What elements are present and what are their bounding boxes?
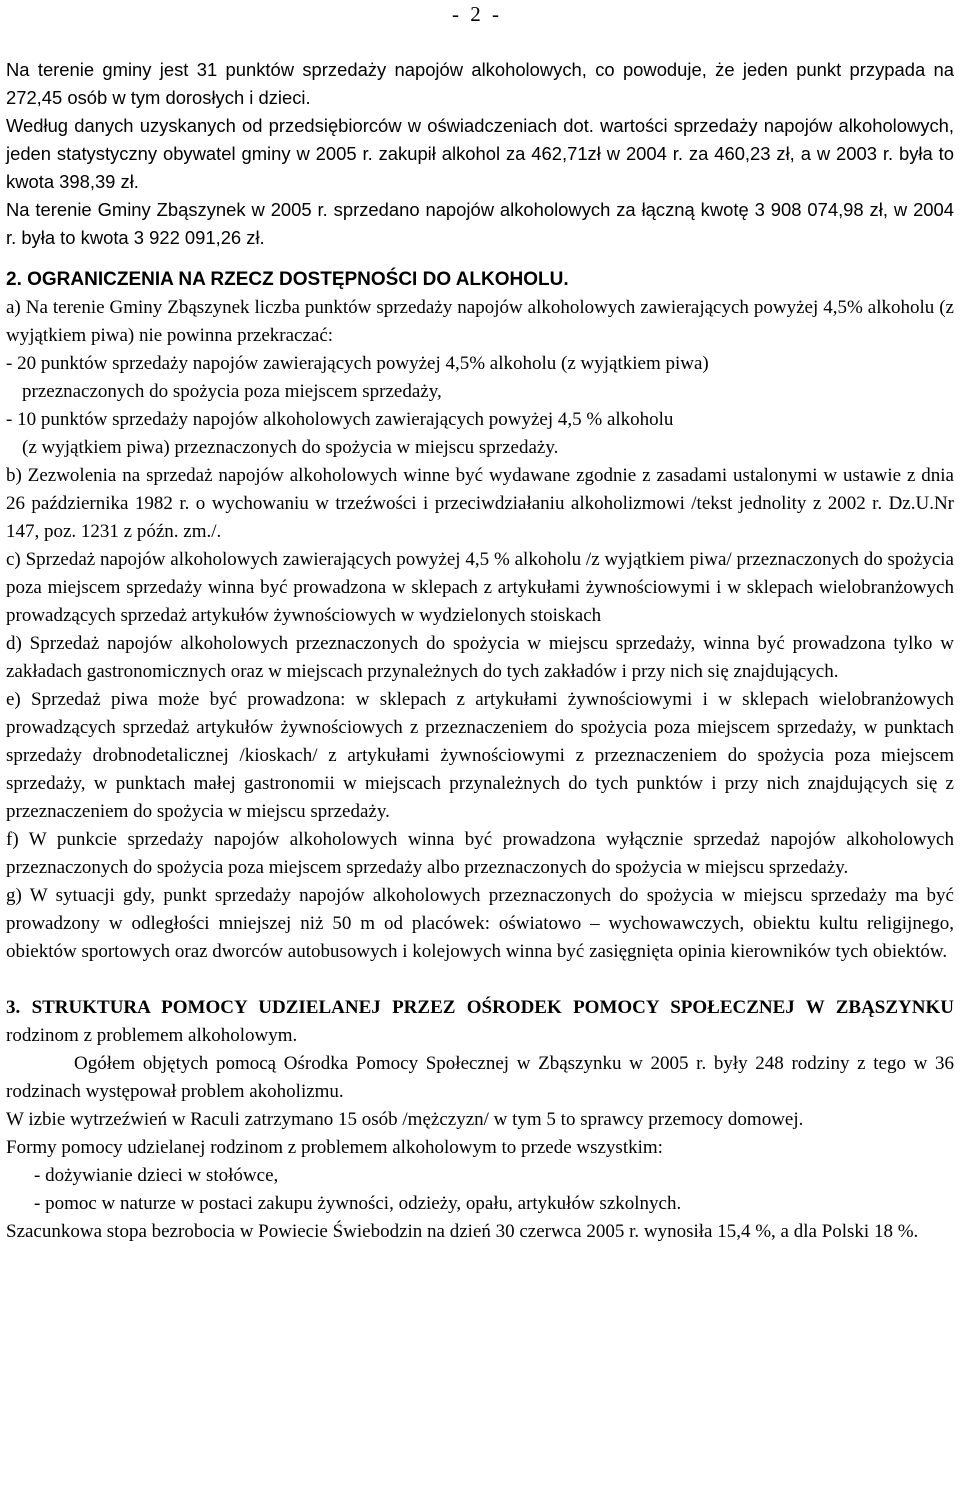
- section-3-heading-line: [6, 994, 954, 1050]
- section-2-item-c: c) Sprzedaż napojów alkoholowych zawierających powyżej 4,5 % alkoholu /z wyjątkiem piwa/ przeznaczonych do spożycia poza miejscem sprzedaży winna być prowadzona w sklepach z artykułami żywnościowymi i w sklepach wielobranżowych prowadzących sprzedaż artykułów żywnościowych w wydzielonych stoiskach: [6, 549, 954, 626]
- intro-paragraph-3: Na terenie Gminy Zbąszynek w 2005 r. sprzedano napojów alkoholowych za łączną kwotę 3 908 074,98 zł, w 2004 r. była to kwota 3 922 091,26 zł.: [6, 199, 954, 248]
- document-body: [6, 56, 954, 1246]
- intro-paragraph-1: Na terenie gminy jest 31 punktów sprzedaży napojów alkoholowych, co powoduje, że jeden punkt przypada na 272,45 osób w tym dorosłych i dzieci.: [6, 59, 954, 108]
- section-3-paragraph-1: Ogółem objętych pomocą Ośrodka Pomocy Społecznej w Zbąszynku w 2005 r. były 248 rodziny z tego w 36 rodzinach występował problem akoholizmu.: [6, 1053, 954, 1102]
- section-3-paragraph-4: Szacunkowa stopa bezrobocia w Powiecie Świebodzin na dzień 30 czerwca 2005 r. wynosiła 15,4 %, a dla Polski 18 %.: [6, 1221, 919, 1242]
- section-2-item-a-limit-1: - 20 punktów sprzedaży napojów zawierających powyżej 4,5% alkoholu (z wyjątkiem piwa): [6, 353, 709, 374]
- section-2-item-a-limit-2: - 10 punktów sprzedaży napojów alkoholowych zawierających powyżej 4,5 % alkoholu: [6, 409, 674, 430]
- section-2-item-g: g) W sytuacji gdy, punkt sprzedaży napojów alkoholowych przeznaczonych do spożycia w miejscu sprzedaży ma być prowadzony w odległości mniejszej niż 50 m od placówek: oświatowo – wychowawczych, obiektu kultu religijnego, obiektów sportowych oraz dworców autobusowych i kolejowych winna być zasięgnięta opinia kierowników tych obiektów.: [6, 885, 954, 962]
- section-2-item-a-limit-1-cont: przeznaczonych do spożycia poza miejscem sprzedaży,: [22, 381, 442, 402]
- section-3-paragraph-3: Formy pomocy udzielanej rodzinom z problemem alkoholowym to przede wszystkim:: [6, 1137, 663, 1158]
- section-3-heading-tail: rodzinom z problemem alkoholowym.: [6, 1025, 298, 1046]
- section-3-paragraph-2: W izbie wytrzeźwień w Raculi zatrzymano 15 osób /mężczyzn/ w tym 5 to sprawcy przemocy domowej.: [6, 1109, 804, 1130]
- section-2-item-a: a) Na terenie Gminy Zbąszynek liczba punktów sprzedaży napojów alkoholowych zawierających powyżej 4,5% alkoholu (z wyjątkiem piwa) nie powinna przekraczać:: [6, 297, 954, 346]
- section-2-heading: 2. OGRANICZENIA NA RZECZ DOSTĘPNOŚCI DO ALKOHOLU.: [6, 269, 569, 290]
- section-2-item-a-limit-2-cont: (z wyjątkiem piwa) przeznaczonych do spożycia w miejscu sprzedaży.: [22, 437, 559, 458]
- section-3-list-item: - pomoc w naturze w postaci zakupu żywności, odzieży, opału, artykułów szkolnych.: [34, 1193, 682, 1214]
- section-2-item-b: b) Zezwolenia na sprzedaż napojów alkoholowych winne być wydawane zgodnie z zasadami ustalonymi w ustawie z dnia 26 października 1982 r. o wychowaniu w trzeźwości i przeciwdziałaniu alkoholizmowi /tekst jednolity z 2002 r. Dz.U.Nr 147, poz. 1231 z późn. zm./.: [6, 465, 954, 542]
- section-3-list-item: - dożywianie dzieci w stołówce,: [34, 1165, 279, 1186]
- page-number: - 2 -: [452, 2, 502, 26]
- section-2-item-d: d) Sprzedaż napojów alkoholowych przeznaczonych do spożycia w miejscu sprzedaży, winna być prowadzona tylko w zakładach gastronomicznych oraz w miejscach przynależnych do tych zakładów i przy nich się znajdujących.: [6, 633, 954, 682]
- section-2-item-f: f) W punkcie sprzedaży napojów alkoholowych winna być prowadzona wyłącznie sprzedaż napojów alkoholowych przeznaczonych do spożycia poza miejscem sprzedaży albo przeznaczonych do spożycia w miejscu sprzedaży.: [6, 829, 954, 878]
- section-2-item-e: e) Sprzedaż piwa może być prowadzona: w sklepach z artykułami żywnościowymi i w sklepach wielobranżowych prowadzących sprzedaż artykułów żywnościowych z przeznaczeniem do spożycia poza miejscem sprzedaży, w punktach sprzedaży drobnodetalicznej /kioskach/ z artykułami żywnościowymi z przeznaczeniem do spożycia poza miejscem sprzedaży, w punktach małej gastronomii w miejscach przynależnych do tych punktów i przy nich znajdujących się z przeznaczeniem do spożycia w miejscu sprzedaży.: [6, 689, 954, 822]
- intro-paragraph-2: Według danych uzyskanych od przedsiębiorców w oświadczeniach dot. wartości sprzedaży napojów alkoholowych, jeden statystyczny obywatel gminy w 2005 r. zakupił alkohol za 462,71zł w 2004 r. za 460,23 zł, a w 2003 r. była to kwota 398,39 zł.: [6, 115, 954, 192]
- section-3-heading: 3. STRUKTURA POMOCY UDZIELANEJ PRZEZ OŚRODEK POMOCY SPOŁECZNEJ W ZBĄSZYNKU: [6, 997, 954, 1018]
